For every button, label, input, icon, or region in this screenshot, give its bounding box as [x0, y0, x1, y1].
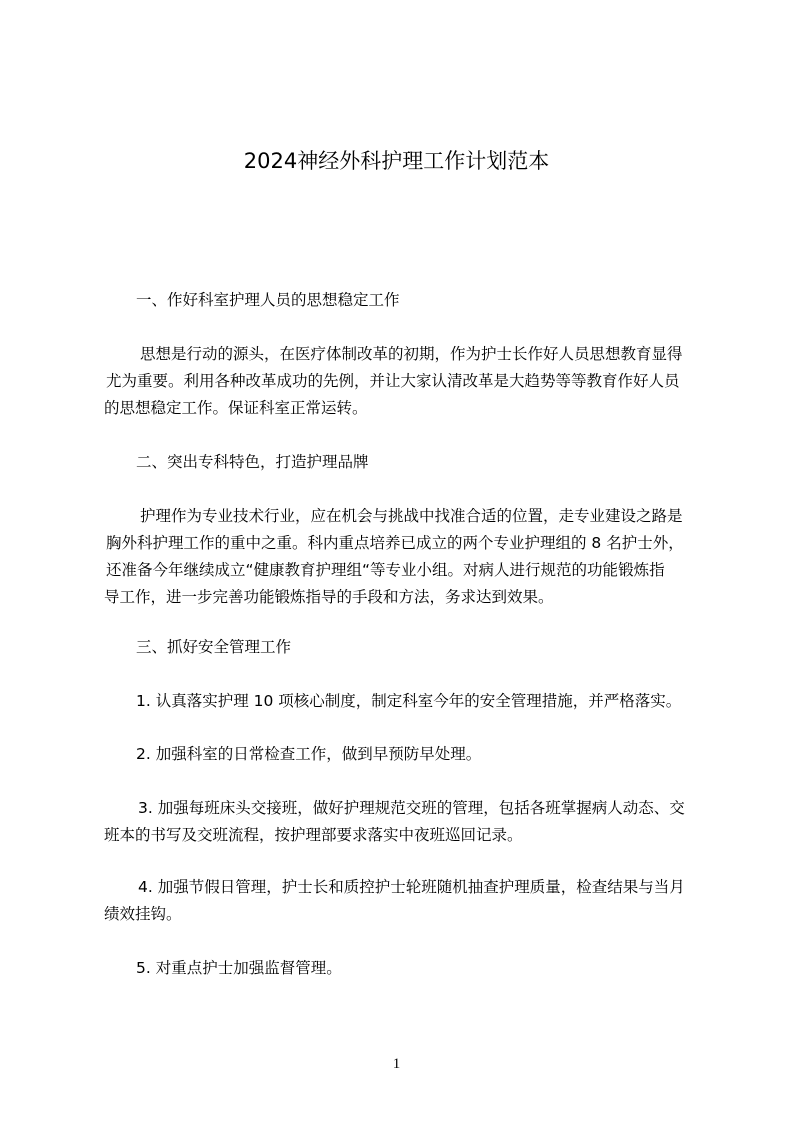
section-heading: 三、抓好安全管理工作: [136, 638, 292, 656]
paragraph-line: 导工作，进一步完善功能锻炼指导的手段和方法，务求达到效果。: [104, 588, 554, 606]
paragraph-line: 尤为重要。利用各种改革成功的先例，并让大家认清改革是大趋势等等教育作好人员: [106, 372, 680, 390]
list-item: 4. 加强节假日管理，护士长和质控护士轮班随机抽查护理质量，检查结果与当月: [138, 878, 685, 896]
paragraph-line: 的思想稳定工作。保证科室正常运转。: [104, 399, 368, 417]
section-heading: 二、突出专科特色，打造护理品牌: [136, 453, 369, 471]
list-item-continuation: 绩效挂钩。: [104, 905, 182, 923]
list-item: 5. 对重点护士加强监督管理。: [136, 959, 342, 977]
paragraph-line: 护理作为专业技术行业，应在机会与挑战中找准合适的位置，走专业建设之路是: [140, 507, 683, 525]
page-number: 1: [392, 1056, 401, 1072]
paragraph-line: 还准备今年继续成立“健康教育护理组“等专业小组。对病人进行规范的功能锻炼指: [106, 561, 665, 579]
list-item-continuation: 班本的书写及交班流程，按护理部要求落实中夜班巡回记录。: [104, 826, 523, 844]
paragraph-line: 胸外科护理工作的重中之重。科内重点培养已成立的两个专业护理组的 8 名护士外，: [106, 534, 684, 552]
list-item: 1. 认真落实护理 10 项核心制度，制定科室今年的安全管理措施，并严格落实。: [136, 692, 682, 710]
document-title: 2024神经外科护理工作计划范本: [243, 149, 550, 173]
paragraph-line: 思想是行动的源头，在医疗体制改革的初期，作为护士长作好人员思想教育显得: [140, 345, 683, 363]
list-item: 3. 加强每班床头交接班，做好护理规范交班的管理，包括各班掌握病人动态、交: [138, 799, 685, 817]
section-heading: 一、作好科室护理人员的思想稳定工作: [136, 291, 400, 309]
list-item: 2. 加强科室的日常检查工作，做到早预防早处理。: [136, 745, 482, 763]
